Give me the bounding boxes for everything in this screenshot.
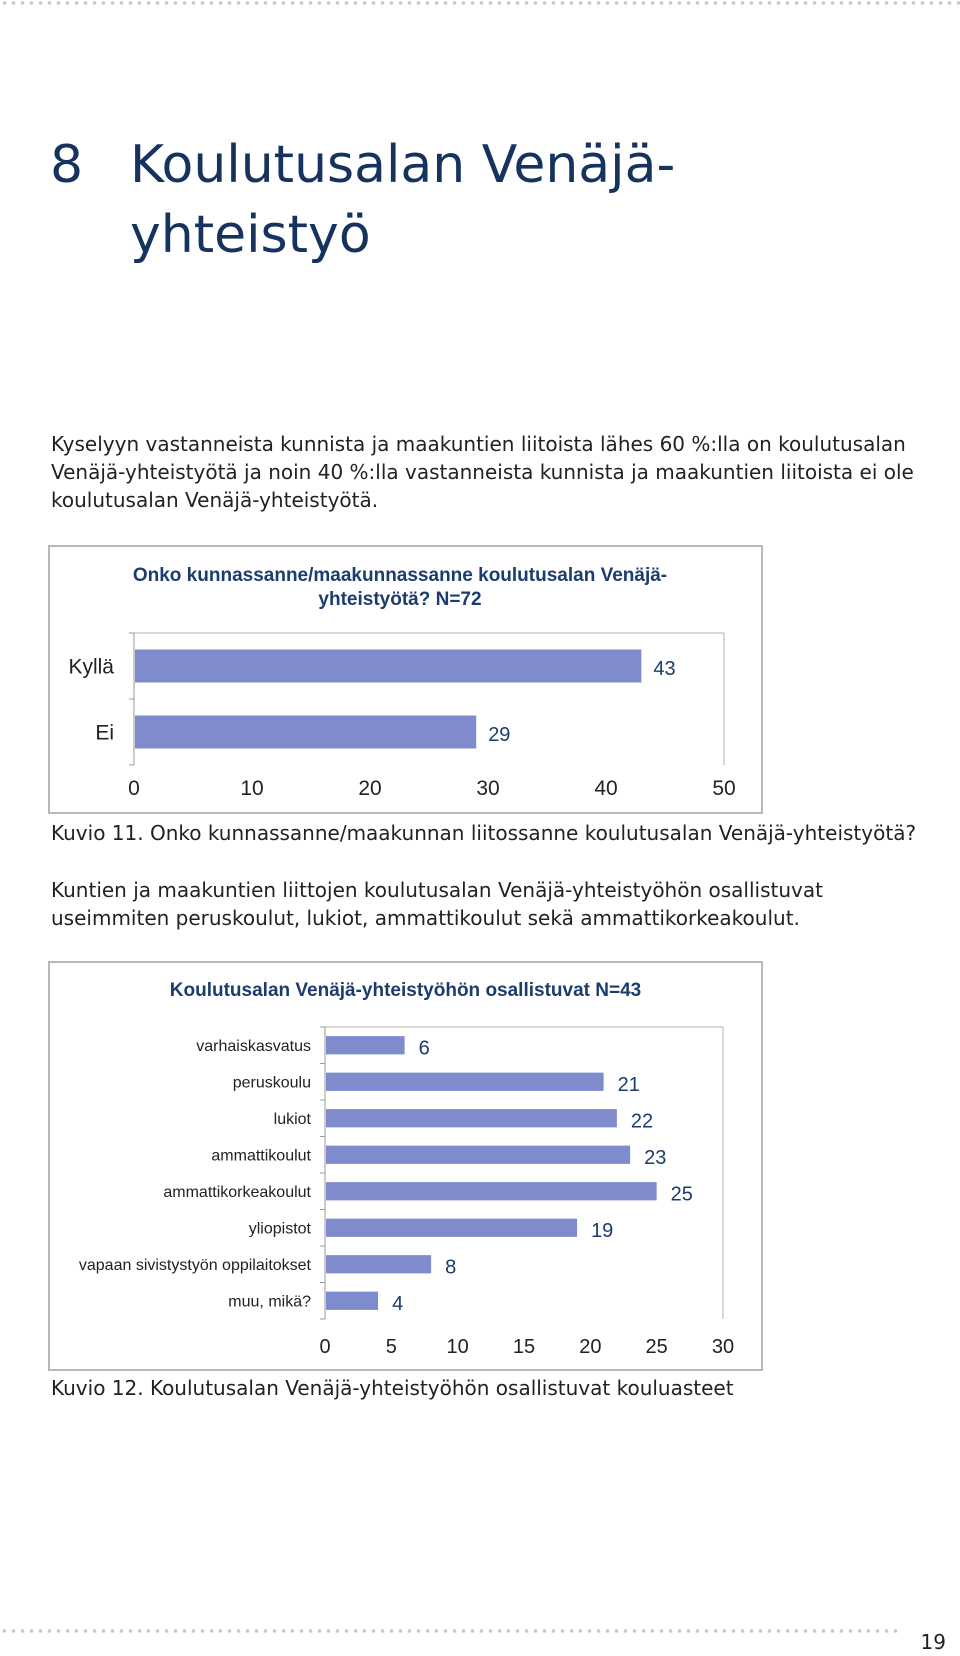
x-tick-label: 5: [385, 1336, 397, 1358]
bar-ammattikoulut: [326, 1146, 630, 1164]
bar-ammattikorkeakoulut: [326, 1182, 657, 1200]
participants-paragraph: Kuntien ja maakuntien liittojen koulutusalan Venäjä-yhteistyöhön osallistuvat useimmiten peruskoulut, lukiot, ammattikoulut sekä ammattikorkeakoulut.: [51, 878, 823, 930]
x-tick-label: 20: [579, 1336, 602, 1358]
x-tick-label: 0: [319, 1336, 331, 1358]
data-label: 23: [644, 1146, 667, 1169]
data-label: 19: [591, 1219, 614, 1242]
category-label: vapaan sivistystyön oppilaitokset: [78, 1256, 311, 1274]
category-label: lukiot: [273, 1110, 311, 1128]
bar-muu-mikä: [326, 1292, 378, 1310]
data-label: 22: [630, 1110, 654, 1133]
x-tick-label: 10: [240, 777, 264, 800]
bottom-dotted-border: [0, 1628, 900, 1634]
category-label: Kyllä: [68, 655, 114, 679]
chart-12-frame: [48, 961, 763, 1371]
category-label: varhaiskasvatus: [196, 1037, 311, 1055]
figure-12-caption: Kuvio 12. Koulutusalan Venäjä-yhteistyöhön osallistuvat kouluasteet: [51, 1376, 734, 1400]
bar-kyllä: [135, 650, 641, 683]
data-label: 21: [617, 1073, 640, 1096]
page-number: 19: [920, 1630, 946, 1654]
chart-11-plot: [50, 547, 761, 812]
top-dotted-border: [0, 0, 960, 6]
category-label: yliopistot: [248, 1220, 311, 1238]
data-label: 25: [670, 1183, 693, 1206]
chart-11-title: Onko kunnassanne/maakunnassanne koulutusalan Venäjä-yhteistyötä? N=72: [132, 565, 668, 610]
bar-lukiot: [326, 1109, 617, 1127]
x-tick-label: 30: [711, 1336, 735, 1358]
figure-11-caption: Kuvio 11. Onko kunnassanne/maakunnan liitossanne koulutusalan Venäjä-yhteistyötä?: [51, 821, 917, 845]
category-label: ammattikorkeakoulut: [163, 1183, 311, 1201]
chart-12-title: Koulutusalan Venäjä-yhteistyöhön osallistuvat N=43: [169, 980, 642, 1001]
bar-ei: [135, 716, 476, 749]
data-label: 8: [445, 1256, 457, 1279]
category-label: Ei: [95, 721, 114, 745]
x-tick-label: 10: [446, 1336, 469, 1358]
data-label: 43: [653, 658, 676, 680]
x-tick-label: 30: [476, 777, 500, 800]
bar-yliopistot: [326, 1219, 577, 1237]
x-tick-label: 25: [645, 1336, 668, 1358]
category-label: muu, mikä?: [228, 1293, 311, 1311]
chart-12-plot: [50, 963, 761, 1369]
data-label: 6: [418, 1037, 430, 1060]
intro-paragraph: Kyselyyn vastanneista kunnista ja maakuntien liitoista lähes 60 %:lla on koulutusalan Venäjä-yhteistyötä ja noin 40 %:lla vastanneista kunnista ja maakuntien liitoista ei ole koulutusalan Venäjä-yhteistyötä.: [51, 432, 914, 512]
category-label: ammattikoulut: [211, 1147, 311, 1165]
bar-vapaan-sivistystyön-oppilaitokset: [326, 1255, 431, 1273]
section-title: Koulutusalan Venäjä-yhteistyö: [130, 135, 676, 265]
category-label: peruskoulu: [232, 1074, 311, 1092]
data-label: 4: [392, 1292, 404, 1315]
x-tick-label: 50: [712, 777, 736, 800]
chart-11-frame: [48, 545, 763, 814]
x-tick-label: 0: [128, 777, 140, 800]
x-tick-label: 20: [358, 777, 382, 800]
bar-varhaiskasvatus: [326, 1036, 405, 1054]
x-tick-label: 40: [594, 777, 618, 800]
bar-peruskoulu: [326, 1073, 604, 1091]
x-tick-label: 15: [512, 1336, 536, 1358]
data-label: 29: [488, 724, 511, 746]
section-number: 8: [50, 135, 84, 195]
